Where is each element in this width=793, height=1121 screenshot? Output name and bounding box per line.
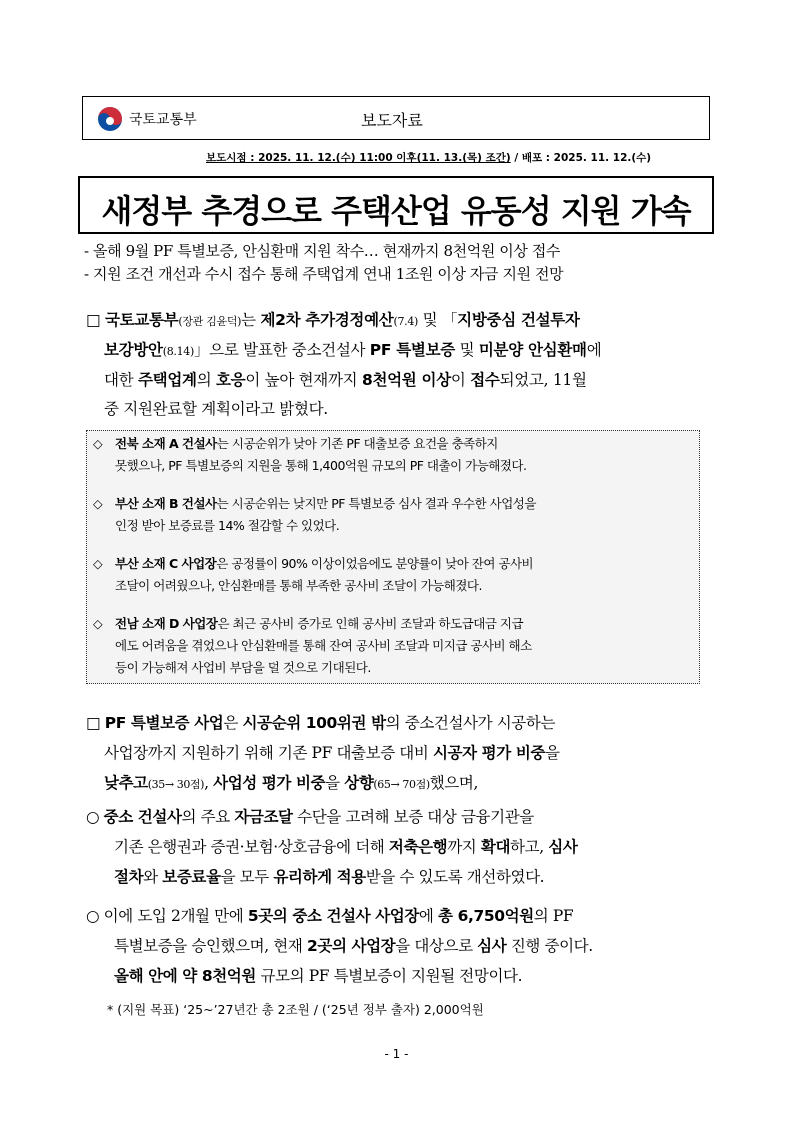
circle-marker: ○ (86, 907, 104, 925)
intro-text: 및 (454, 341, 479, 359)
s2-bold: 상향 (344, 774, 374, 792)
b2-line-3 (86, 961, 722, 991)
page-title: 새정부 추경으로 주택산업 유동성 지원 가속 (101, 192, 691, 230)
b2-text: 의 PF (533, 907, 574, 925)
s2-bold: 시공순위 100위권 밖 (242, 714, 386, 732)
b2-text: 진행 중이다. (506, 937, 593, 955)
intro-date: (8.14) (162, 345, 194, 358)
s2-text: 을 (325, 774, 345, 792)
intro-text: 이 높아 현재까지 (245, 371, 362, 389)
b1-text: 와 (143, 868, 163, 886)
intro-line-4: 중 지원완료할 계획이라고 밝혔다. (104, 400, 328, 418)
example-b (93, 493, 693, 537)
diamond-icon: ◇ (93, 556, 103, 571)
intro-ministry: 국토교통부 (104, 311, 179, 329)
s2-text: 은 (223, 714, 243, 732)
doc-type: 보도자료 (361, 111, 423, 130)
b1-text: 까지 (447, 838, 481, 856)
release-time: 보도시점 : 2025. 11. 12.(수) 11:00 이후(11. 13.(목) 조간) (206, 152, 511, 164)
s2-bold: 사업성 평가 비중 (213, 774, 326, 792)
example-text-cont: 못했으나, PF 특별보증의 지원을 통해 1,400억원 규모의 PF 대출이 가능해졌다. (115, 458, 527, 473)
s2-bold: PF 특별보증 사업 (104, 714, 224, 732)
b1-text: 기존 은행권과 증권·보험·상호금융에 더해 (114, 838, 389, 856)
b1-bold: 유리하게 적용 (273, 868, 366, 886)
s2-text: 사업장까지 지원하기 위해 기존 PF 대출보증 대비 (104, 744, 433, 762)
example-text: 은 최근 공사비 증가로 인해 공사비 조달과 하도급대금 지급 (217, 616, 524, 631)
section-pf-guarantee (86, 708, 722, 800)
b1-bold: 심사 (548, 838, 578, 856)
intro-pf: PF 특별보증 (369, 341, 455, 359)
subtitle-1: - 올해 9월 PF 특별보증, 안심환매 지원 착수… 현재까지 8천억원 이상 접수 (84, 242, 561, 260)
intro-text: 대한 (104, 371, 138, 389)
b1-bold: 보증료율 (162, 868, 221, 886)
example-subject: 전북 소재 A 건설사 (115, 436, 217, 451)
b1-bold: 확대 (480, 838, 511, 856)
example-text: 는 시공순위는 낮지만 PF 특별보증 심사 결과 우수한 사업성을 (216, 496, 536, 511)
bullet-lenders (86, 802, 722, 892)
footnote: * (지원 목표) ‘25~’27년간 총 2조원 / (‘25년 정부 출자) 2,000억원 (107, 1002, 484, 1017)
b2-line-2 (86, 931, 722, 961)
intro-received: 접수 (470, 371, 500, 389)
intro-plan-cont: 보강방안 (104, 341, 163, 359)
intro-text: 에 (586, 341, 602, 359)
diamond-icon: ◇ (93, 436, 103, 451)
circle-marker: ○ (86, 808, 104, 826)
b1-bold: 자금조달 (234, 808, 293, 826)
example-text-cont: 에도 어려움을 겪었으나 안심환매를 통해 잔여 공사비 조달과 미지급 공사비 해소 (115, 638, 532, 653)
b2-text: 이에 도입 2개월 만에 (103, 907, 248, 925)
intro-text: 및 「 (418, 311, 458, 329)
b2-bold: 심사 (477, 937, 507, 955)
s2-small: (65→ 70점) (373, 778, 430, 791)
intro-text: 되었고, 11월 (499, 371, 587, 389)
example-subject: 부산 소재 B 건설사 (115, 496, 217, 511)
b2-text: 을 대상으로 (395, 937, 478, 955)
b1-text: 의 주요 (181, 808, 235, 826)
b1-bold: 절차 (114, 868, 144, 886)
example-text: 는 시공순위가 낮아 기존 PF 대출보증 요건을 충족하지 (216, 436, 498, 451)
s2-small: (35→ 30점) (147, 778, 205, 791)
release-info (206, 150, 651, 165)
header-box (82, 96, 710, 140)
intro-amount: 8천억원 이상 (361, 371, 451, 389)
s2-text: 의 중소건설사가 시공하는 (385, 714, 556, 732)
b2-bold: 5곳의 중소 건설사 사업장 (247, 907, 419, 925)
intro-line-3 (86, 366, 722, 395)
bullet-approvals (86, 901, 722, 991)
example-subject: 전남 소재 D 사업장 (115, 616, 218, 631)
distribution-date: / 배포 : 2025. 11. 12.(수) (510, 152, 652, 164)
b1-bold: 중소 건설사 (103, 808, 182, 826)
example-text-cont: 조달이 어려웠으나, 안심환매를 통해 부족한 공사비 조달이 가능해졌다. (115, 578, 482, 593)
example-text-cont: 인정 받아 보증료를 14% 절감할 수 있었다. (115, 518, 340, 533)
examples-box (86, 430, 700, 684)
title-box (78, 176, 714, 234)
b1-text: 하고, (510, 838, 549, 856)
intro-buyback: 미분양 안심환매 (478, 341, 587, 359)
intro-date: (7.4) (393, 315, 419, 328)
diamond-icon: ◇ (93, 496, 103, 511)
s2-bold: 낮추고 (104, 774, 148, 792)
b2-bold: 2곳의 사업장 (307, 937, 396, 955)
b2-text: 규모의 PF 특별보증이 지원될 전망이다. (255, 967, 523, 985)
intro-text: 」으로 발표한 중소건설사 (193, 341, 370, 359)
b1-bold: 저축은행 (388, 838, 448, 856)
intro-budget: 제2차 추가경정예산 (260, 311, 394, 329)
subtitle-2: - 지원 조건 개선과 수시 접수 통해 주택업계 연내 1조원 이상 자금 지원 전망 (84, 265, 564, 283)
intro-paragraph (86, 306, 722, 424)
intro-text: 의 (196, 371, 216, 389)
intro-text: 는 (241, 311, 261, 329)
example-subject: 부산 소재 C 사업장 (115, 556, 217, 571)
intro-plan: 지방중심 건설투자 (457, 311, 580, 329)
intro-line-2 (86, 336, 722, 366)
box-marker: □ (86, 311, 105, 329)
b1-text: 받을 수 있도록 개선하였다. (365, 868, 545, 886)
ministry-name: 국토교통부 (129, 112, 197, 128)
b2-text: 에 (418, 907, 439, 925)
s2-text: 했으며, (429, 774, 478, 792)
s2-line-2 (86, 738, 722, 768)
intro-response: 호응 (216, 371, 246, 389)
b1-text: 수단을 고려해 보증 대상 금융기관을 (292, 808, 534, 826)
intro-industry: 주택업계 (137, 371, 197, 389)
example-text: 은 공정률이 90% 이상이었음에도 분양률이 낮아 잔여 공사비 (216, 556, 534, 571)
government-logo-icon (97, 106, 123, 132)
b2-bold: 총 6,750억원 (438, 907, 534, 925)
intro-minister: (장관 김윤덕) (178, 315, 242, 328)
intro-text: 이 (450, 371, 471, 389)
b1-line-3 (86, 862, 722, 892)
b2-bold: 올해 안에 약 8천억원 (114, 967, 256, 985)
s2-line-3 (86, 768, 722, 800)
example-c (93, 553, 693, 597)
s2-text: , (204, 774, 214, 792)
b2-text: 특별보증을 승인했으며, 현재 (114, 937, 307, 955)
s2-bold: 시공자 평가 비중 (432, 744, 545, 762)
box-marker: □ (86, 714, 105, 732)
page-number: - 1 - (384, 1047, 409, 1061)
b1-text: 을 모두 (220, 868, 274, 886)
example-d (93, 613, 693, 679)
b1-line-2 (86, 832, 722, 862)
s2-text: 을 (544, 744, 560, 762)
example-a (93, 433, 693, 477)
diamond-icon: ◇ (93, 616, 103, 631)
example-text-cont: 등이 가능해져 사업비 부담을 덜 것으로 기대된다. (115, 660, 371, 675)
